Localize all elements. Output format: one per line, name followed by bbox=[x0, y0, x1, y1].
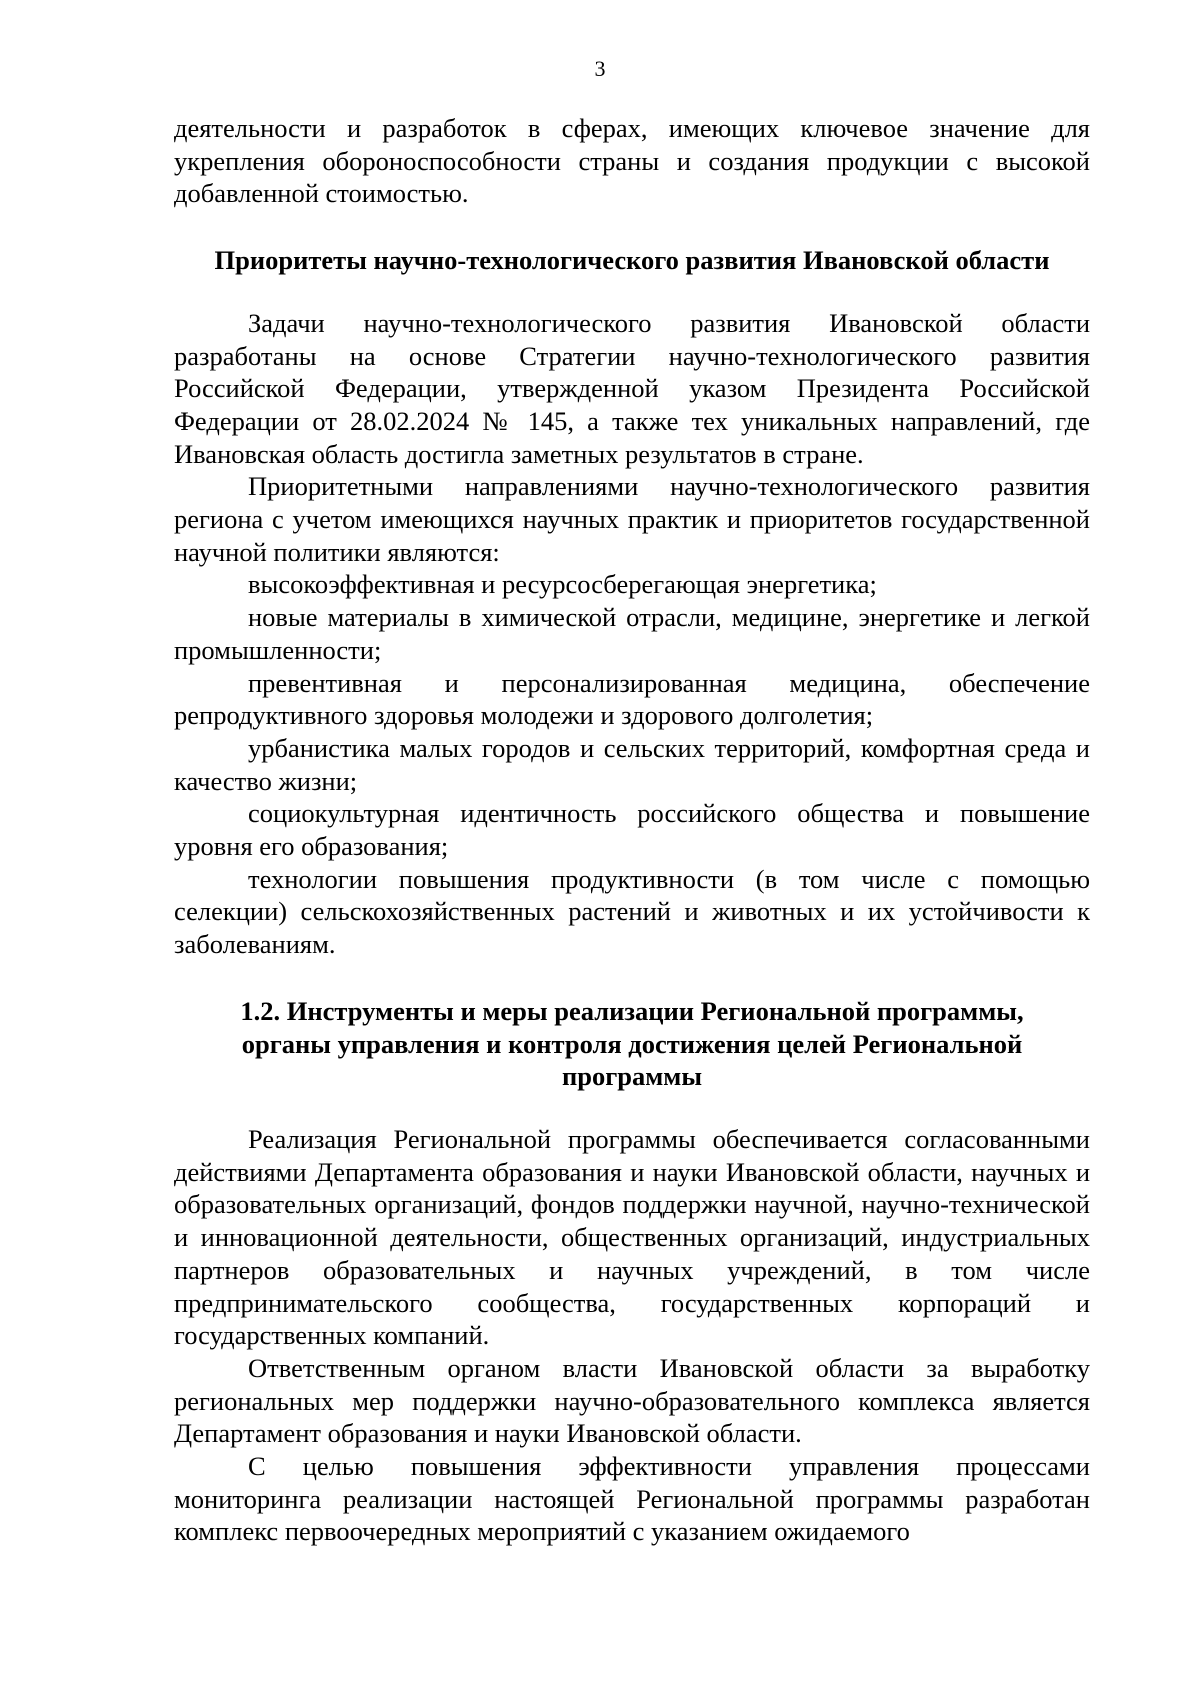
document-body bbox=[174, 112, 1090, 1548]
priorities-paragraph-1: Задачи научно-технологического развития Ивановской области разработаны на основе Стратегии научно-технологического развития Российской Федерации, утвержденной указом Президента Российской Федерации от 28.02.2024 № 145, а также тех уникальных направлений, где Ивановская область достигла заметных результатов в стране. bbox=[174, 307, 1090, 469]
spacer bbox=[174, 210, 1090, 244]
instruments-paragraph-2: Ответственным органом власти Ивановской области за выработку региональных мер поддержки научно-образовательного комплекса является Департамент образования и науки Ивановской области. bbox=[174, 1352, 1090, 1449]
section-heading-instruments bbox=[174, 995, 1090, 1093]
heading-line: органы управления и контроля достижения целей Региональной bbox=[241, 1028, 1023, 1059]
page-number: 3 bbox=[594, 56, 606, 81]
intro-paragraph: деятельности и разработок в сферах, имеющих ключевое значение для укрепления обороноспособности страны и создания продукции с высокой добавленной стоимостью. bbox=[174, 113, 1090, 209]
instruments-paragraph-1: Реализация Региональной программы обеспечивается согласованными действиями Департамента образования и науки Ивановской области, научных и образовательных организаций, фондов поддержки научной, научно-технической и инновационной деятельности, общественных организаций, индустриальных партнеров образовательных и научных учреждений, в том числе предпринимательского сообщества, государственных корпораций и государственных компаний. bbox=[174, 1123, 1090, 1351]
spacer bbox=[174, 961, 1090, 995]
priority-list-item: технологии повышения продуктивности (в том числе с помощью селекции) сельскохозяйственных растений и животных и их устойчивости к заболеваниям. bbox=[174, 863, 1090, 960]
priority-list-item: урбанистика малых городов и сельских территорий, комфортная среда и качество жизни; bbox=[174, 732, 1090, 796]
heading-line: 1.2. Инструменты и меры реализации Региональной программы, bbox=[240, 995, 1024, 1026]
section-heading-priorities: Приоритеты научно-технологического развития Ивановской области bbox=[214, 245, 1050, 276]
priority-list-item: превентивная и персонализированная медицина, обеспечение репродуктивного здоровья молодежи и здорового долголетия; bbox=[174, 667, 1090, 731]
priority-list-item: новые материалы в химической отрасли, медицине, энергетике и легкой промышленности; bbox=[174, 602, 1090, 665]
priority-list-item: социокультурная идентичность российского общества и повышение уровня его образования; bbox=[174, 798, 1090, 862]
spacer bbox=[174, 277, 1090, 307]
instruments-paragraph-3: С целью повышения эффективности управления процессами мониторинга реализации настоящей Региональной программы разработан комплекс первоочередных мероприятий с указанием ожидаемого bbox=[174, 1451, 1090, 1547]
spacer bbox=[174, 1093, 1090, 1123]
priorities-paragraph-2: Приоритетными направлениями научно-технологического развития региона с учетом имеющихся научных практик и приоритетов государственной научной политики являются: bbox=[174, 471, 1090, 567]
priority-list-item: высокоэффективная и ресурсосберегающая энергетика; bbox=[248, 569, 877, 600]
heading-line: программы bbox=[561, 1061, 703, 1092]
